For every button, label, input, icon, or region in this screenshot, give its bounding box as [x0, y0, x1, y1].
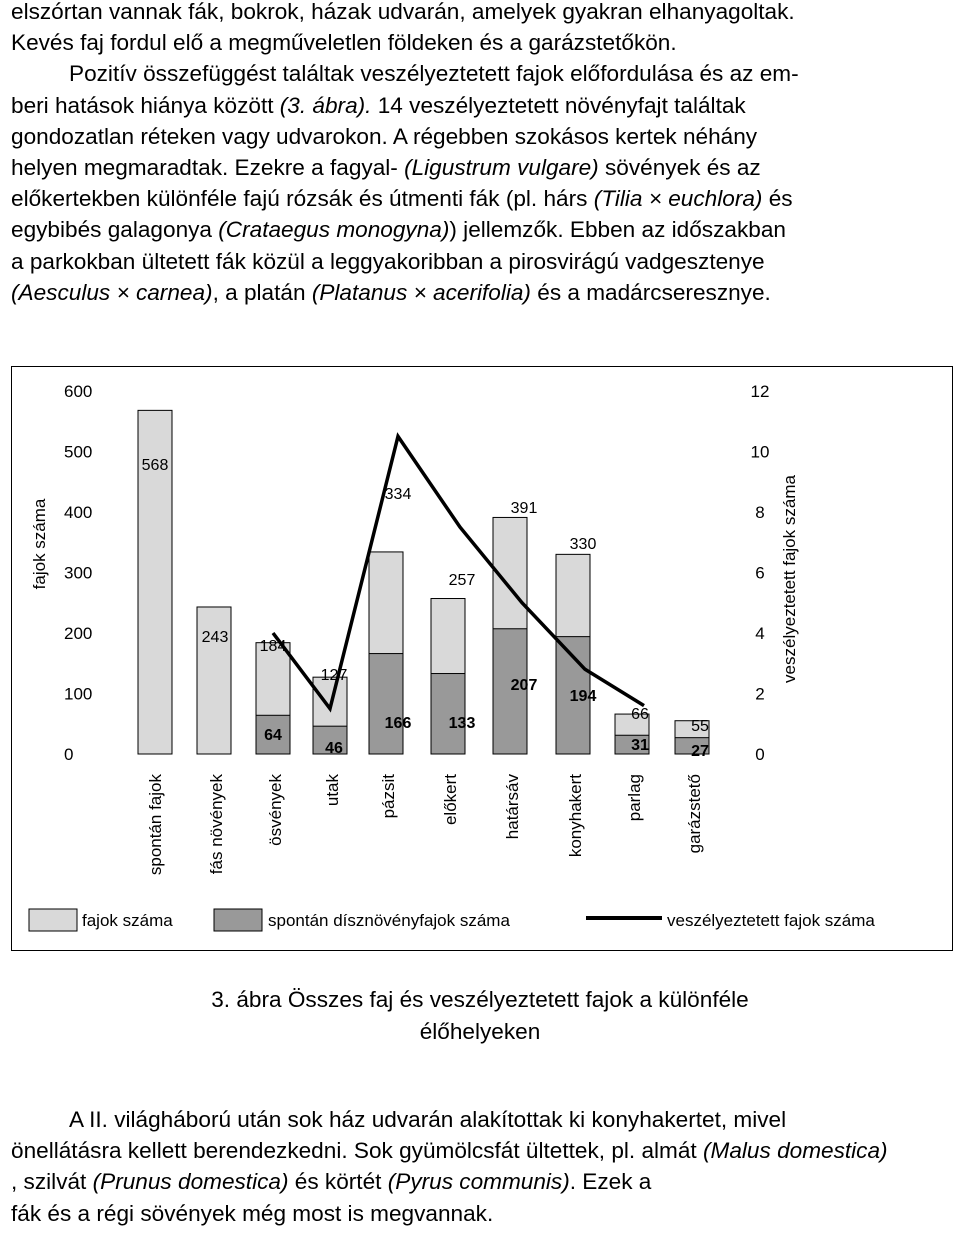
legend-swatch-total [29, 909, 77, 931]
bar-spontaneous [431, 674, 465, 754]
y-tick-label: 500 [64, 442, 93, 462]
category-label: parlag [625, 774, 644, 822]
data-label-spontaneous: 64 [264, 727, 282, 744]
text-span: ) jellemzők. Ebben az időszakban [449, 217, 786, 243]
text-line: fák és a régi sövények még most is megvannak. [11, 1200, 494, 1226]
text-span: és [768, 186, 793, 212]
text-line: A II. világháború után sok ház udvarán alakítottak ki konyhakertet, mivel [69, 1107, 787, 1132]
data-label-total: 184 [259, 638, 287, 655]
text-line [11, 277, 953, 308]
y2-tick-label: 0 [755, 745, 765, 764]
y-tick-label: 200 [64, 624, 93, 643]
y2-axis-label: veszélyeztetett fajok száma [780, 475, 799, 683]
data-label-spontaneous: 194 [569, 688, 597, 705]
text-line [11, 183, 953, 214]
y-tick-label: 0 [64, 745, 74, 764]
text-line: a parkokban ültetett fák közül a leggyakoribban a pirosvirágú vadgesztenye [11, 248, 765, 274]
species-name: (Aesculus × carnea) [11, 279, 213, 305]
y-tick-label: 600 [64, 382, 93, 401]
data-label-spontaneous: 133 [448, 715, 476, 732]
text-span: . Ezek a [569, 1169, 652, 1195]
data-label-total: 334 [384, 486, 412, 503]
caption-line: 3. ábra Összes faj és veszélyeztetett fajok a különféle [211, 987, 749, 1012]
bar-spontaneous [369, 654, 403, 754]
text-line [11, 1166, 953, 1197]
y2-tick-label: 8 [755, 503, 765, 522]
species-name: (Malus domestica) [703, 1138, 888, 1164]
y-tick-label: 100 [64, 684, 93, 704]
data-label-total: 66 [631, 706, 649, 723]
text-line: gondozatlan réteken vagy udvarokon. A régebben szokásos kertek néhány [11, 123, 758, 149]
y2-tick-label: 2 [755, 684, 765, 704]
legend-label-total: fajok száma [82, 911, 173, 930]
y2-tick-label: 4 [755, 624, 765, 643]
text-span: előkertekben különféle fajú rózsák és útmenti fák (pl. hárs [11, 186, 588, 212]
legend-label-spontaneous: spontán dísznövényfajok száma [268, 911, 510, 930]
paragraph-1 [11, 0, 953, 308]
text-span: , szilvát [11, 1169, 87, 1195]
chart-svg [12, 367, 954, 952]
data-label-spontaneous: 27 [691, 743, 709, 760]
text-span: helyen megmaradtak. Ezekre a fagyal- [11, 155, 398, 181]
y2-tick-label: 6 [755, 563, 765, 583]
paragraph-2 [11, 1104, 953, 1229]
text-line: elszórtan vannak fák, bokrok, házak udvarán, amelyek gyakran elhanyagoltak. [11, 0, 795, 24]
data-label-total: 55 [691, 718, 709, 735]
category-label: utak [323, 774, 342, 807]
text-span: 14 veszélyeztetett növényfajt találtak [377, 92, 746, 118]
text-line [11, 152, 953, 183]
species-name: (Tilia × euchlora) [593, 186, 763, 212]
category-label: pázsit [379, 774, 398, 819]
category-label: konyhakert [566, 774, 585, 858]
species-name: (Crataegus monogyna) [218, 217, 450, 243]
species-name: (Platanus × acerifolia) [311, 279, 531, 305]
category-label: garázstető [685, 774, 704, 854]
caption-line: élőhelyeken [419, 1019, 541, 1044]
y-axis-label: fajok száma [30, 498, 49, 590]
legend-label-endangered: veszélyeztetett fajok száma [667, 911, 875, 930]
text-span: és körtét [294, 1169, 382, 1195]
figure-reference: (3. ábra). [279, 92, 372, 118]
text-line: Kevés faj fordul elő a megműveletlen földeken és a garázstetőkön. [11, 30, 677, 56]
y-tick-label: 400 [64, 503, 93, 522]
data-label-total: 257 [448, 572, 476, 589]
data-label-total: 568 [141, 457, 169, 474]
data-label-total: 127 [320, 667, 348, 684]
data-label-total: 330 [569, 536, 597, 553]
data-label-total: 243 [201, 629, 229, 646]
data-label-total: 391 [510, 500, 538, 517]
category-label: határsáv [503, 774, 522, 840]
data-label-spontaneous: 46 [325, 740, 343, 757]
figure-chart [11, 366, 953, 951]
figure-caption [0, 984, 960, 1048]
species-name: (Prunus domestica) [92, 1169, 289, 1195]
y2-tick-label: 12 [750, 382, 770, 401]
text-line [11, 90, 953, 121]
y-tick-label: 300 [64, 563, 93, 583]
text-span: és a madárcseresznye. [537, 279, 771, 305]
text-span: beri hatások hiánya között [11, 92, 274, 118]
text-span: egybibés galagonya [11, 217, 212, 243]
text-line [11, 1135, 953, 1166]
data-label-spontaneous: 31 [631, 737, 649, 754]
data-label-spontaneous: 207 [510, 677, 538, 694]
data-label-spontaneous: 166 [384, 715, 412, 732]
text-line: Pozitív összefüggést találtak veszélyeztetett fajok előfordulása és az em- [69, 61, 799, 87]
text-line [11, 214, 953, 245]
species-name: (Pyrus communis) [387, 1169, 570, 1195]
category-label: ösvények [266, 774, 285, 846]
category-label: fás növények [207, 774, 226, 875]
category-label: előkert [441, 774, 460, 826]
text-span: sövények és az [605, 155, 761, 181]
legend-swatch-spontaneous [214, 909, 262, 931]
y2-tick-label: 10 [750, 442, 770, 462]
category-label: spontán fajok [146, 774, 165, 876]
species-name: (Ligustrum vulgare) [404, 155, 599, 181]
text-span: önellátásra kellett berendezkedni. Sok gyümölcsfát ültettek, pl. almát [11, 1138, 697, 1164]
text-span: , a platán [212, 279, 306, 305]
